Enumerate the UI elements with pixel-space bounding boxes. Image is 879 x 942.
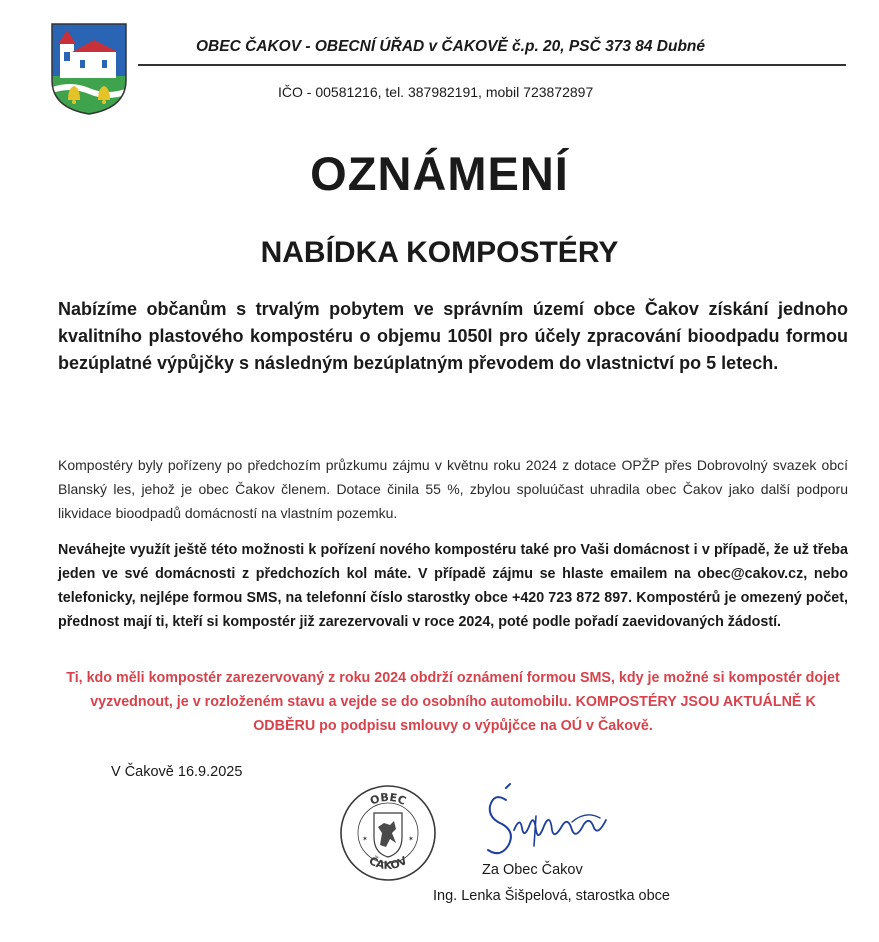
info-paragraph: Kompostéry byly pořízeny po předchozím průzkumu zájmu v květnu roku 2024 z dotace OPŽP přes Dobrovolný svazek obcí Blanský les, jehož je obec Čakov členem. Dotace činila 55 %, zbylou spoluúčast uhradila obec Čakov jako další podporu likvidace bioodpadů domácností na vlastním pozemku. (58, 457, 848, 521)
call-to-action-paragraph: Neváhejte využít ještě této možnosti k pořízení nového kompostéru také pro Vaši domácnost i v případě, že už třeba jeden ve své domácnosti z předchozích kol máte. V případě zájmu se hlaste emailem na obec@cakov.cz, nebo telefonicky, nejlépe formou SMS, na telefonní číslo starostky obce +420 723 872 897. Kompostérů je omezený počet, přednost mají ti, kteří si kompostér již zarezervovali v roce 2024, poté podle pořadí zaevidovaných žádostí. (58, 542, 848, 630)
village-crest-icon (50, 22, 128, 116)
svg-text:✶: ✶ (362, 835, 368, 843)
municipal-stamp-icon (338, 783, 438, 883)
handwritten-signature-icon (476, 780, 616, 868)
svg-text:OBEC: OBEC (368, 790, 408, 808)
svg-text:ČAKOV: ČAKOV (366, 854, 410, 873)
signature-on-behalf: Za Obec Čakov (482, 862, 583, 878)
letterhead-contact: IČO - 00581216, tel. 387982191, mobil 723872897 (278, 84, 594, 100)
letterhead-divider (138, 64, 846, 66)
signatory-name: Ing. Lenka Šišpelová, starostka obce (433, 888, 670, 904)
notice-date: V Čakově 16.9.2025 (111, 764, 243, 780)
letterhead-title: OBEC ČAKOV - OBECNÍ ÚŘAD v ČAKOVĚ č.p. 20, PSČ 373 84 Dubné (196, 38, 706, 55)
pickup-notice-paragraph: Ti, kdo měli kompostér zarezervovaný z roku 2024 obdrží oznámení formou SMS, kdy je možné si kompostér dojet vyzvednout, je v rozloženém stavu a vejde se do osobního automobilu. KOMPOSTÉRY JSOU AKTUÁLNĚ K ODBĚRU po podpisu smlouvy o výpůjčce na OÚ v Čakově. (66, 670, 840, 734)
svg-text:✶: ✶ (408, 835, 414, 843)
notice-title: OZNÁMENÍ (310, 147, 569, 200)
lead-paragraph: Nabízíme občanům s trvalým pobytem ve správním území obce Čakov získání jednoho kvalitního plastového kompostéru o objemu 1050l pro účely zpracování bioodpadu formou bezúplatné výpůjčky s následným bezúplatným převodem do vlastnictví po 5 letech. (58, 299, 848, 373)
notice-subtitle: NABÍDKA KOMPOSTÉRY (260, 236, 619, 269)
